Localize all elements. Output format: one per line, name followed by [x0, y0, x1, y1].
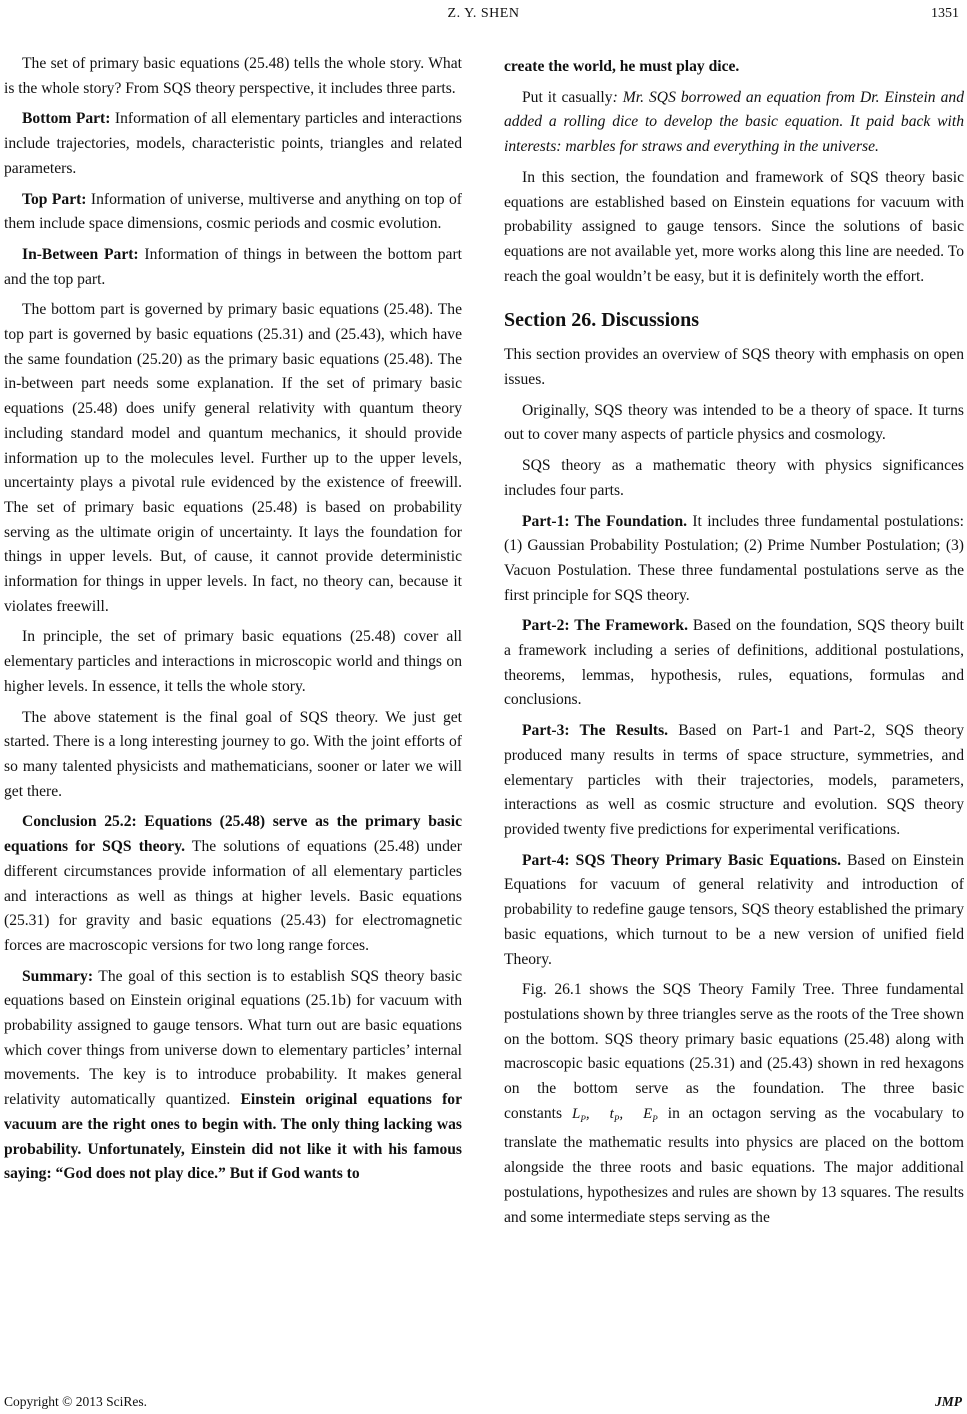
paragraph: The set of primary basic equations (25.48) tells the whole story. What is the whole story? From SQS theory perspective, it includes three parts. — [4, 55, 462, 97]
bold-label: Top Part: — [22, 190, 87, 208]
paragraph-text: The solutions of equations (25.48) under different circumstances provide information of all elementary particles and interactions as well as things at higher levels. Basic equations (25.31) for gravity and basic equations (25.43) for electromagnetic forces are macroscopic versions for two long range forces. — [4, 838, 463, 954]
page-number: 1351 — [931, 6, 959, 21]
journal-abbreviation: JMP — [935, 1394, 962, 1409]
math-symbol-tp — [610, 1106, 623, 1122]
left-column — [4, 52, 462, 1193]
symbol-separator: , — [619, 1105, 624, 1122]
paragraph-text: in an octagon serving as the vocabulary to translate the mathematic results into physics are placed on the bottom alongside the three roots and basic equations. The major additional postulations, hypothesizes and rules are shown by 13 squares. The results and some intermediate steps serving as the — [504, 1104, 964, 1226]
paragraph-text: Based on Einstein Equations for vacuum of general relativity and introduction of probability to redefine gauge tensors, SQS theory established the primary basic equations, which turnout to be a new version of unified field Theory. — [504, 851, 964, 968]
paragraph: SQS theory as a mathematic theory with physics significances includes four parts. — [504, 457, 964, 499]
paragraph-text: Fig. 26.1 shows the SQS Theory Family Tree. Three fundamental postulations shown by three triangles serve as the roots of the Tree shown on the bottom. SQS theory primary basic equations (25.48) along with macroscopic basic equations (25.31) and (25.43) shown in red hexagons on the bottom serve as the foundation. The three basic constants — [504, 981, 964, 1122]
paragraph — [504, 510, 964, 609]
paragraph: In this section, the foundation and framework of SQS theory basic equations are established based on Einstein equations for vacuum with probability assigned to gauge tensors. Since the solutions of basic equations are not available yet, more works along this line are needed. To reach the goal wouldn’t be easy, but it is definitely worth the effort. — [504, 168, 964, 285]
page-header — [0, 6, 967, 26]
paragraph — [4, 243, 462, 292]
paragraph: The above statement is the final goal of SQS theory. We just get started. There is a long interesting journey to go. With the joint efforts of so many talented physicists and mathematicians, sooner or later we will get there. — [4, 708, 462, 800]
paragraph — [504, 849, 964, 973]
paragraph-text: Information of all elementary particles and interactions include trajectories, models, characteristic points, triangles and related parameters. — [4, 110, 462, 177]
paragraph-text: Put it casually — [522, 88, 613, 106]
paragraph — [504, 719, 964, 843]
copyright-notice: Copyright © 2013 SciRes. — [4, 1394, 148, 1409]
paragraph — [504, 55, 964, 80]
italic-text: : Mr. SQS borrowed an equation from Dr. Einstein and added a rolling dice to develop the basic equation. It paid back with interests: marbles for straws and everything in the universe. — [504, 88, 964, 156]
paragraph — [504, 86, 964, 160]
bold-emphasis: Einstein original equations for vacuum are the right ones to begin with. The only thing lacking was probability. Unfortunately, Einstein did not like it with his famous saying: “God does not play dice.” But if God wants to — [4, 1091, 462, 1183]
symbol-subscript: P — [580, 1113, 586, 1124]
symbol-letter: L — [572, 1105, 581, 1122]
paragraph: Originally, SQS theory was intended to be a theory of space. It turns out to cover many aspects of particle physics and cosmology. — [504, 401, 964, 444]
paragraph-text: Based on Part-1 and Part-2, SQS theory produced many results in terms of space structure, symmetries, and elementary particles with their trajectories, models, parameters, interactions as well as cosmic structure and evolution. SQS theory provided twenty five predictions for experimental verifications. — [504, 722, 964, 838]
paragraph — [4, 965, 462, 1187]
bold-label: Part-2: The Framework. — [522, 617, 688, 635]
paragraph — [4, 188, 462, 237]
paragraph-text: Based on the foundation, SQS theory built a framework including a series of definitions, additional postulations, theorems, lemmas, hypothesis, rules, equations, formulas and conclusions. — [504, 617, 964, 709]
paragraph — [4, 810, 462, 958]
conclusion-label: Conclusion 25.2: Equations (25.48) serve as the primary basic equations for SQS theory. — [4, 813, 462, 856]
paragraph: This section provides an overview of SQS theory with emphasis on open issues. — [504, 346, 964, 389]
bold-label: Part-3: The Results. — [522, 722, 669, 740]
bold-label: Part-1: The Foundation. — [522, 512, 688, 530]
paragraph-text: It includes three fundamental postulations: (1) Gaussian Probability Postulation; (2) Prime Number Postulation; (3) Vacuon Postulation. These three fundamental postulations serve as the first principle for SQS theory. — [504, 512, 964, 604]
bold-label: Bottom Part: — [22, 110, 111, 128]
running-head-author: Z. Y. SHEN — [447, 6, 520, 21]
bold-emphasis: create the world, he must play dice. — [504, 58, 740, 75]
bold-label: Summary: — [22, 967, 94, 985]
paragraph: The bottom part is governed by primary basic equations (25.48). The top part is governed by basic equations (25.31) and (25.43), which have the same foundation (25.20) as the primary basic equations (25.48). The in-between part needs some explanation. If the set of primary basic equations (25.48) does unify general relativity with quantum theory including standard model and quantum mechanics, it should provide information up to the molecules level. Further up to the upper levels, uncertainty plays a pivotal rule evidenced by the existence of freewill. The set of primary basic equations (25.48) is based on probability serving as the ultimate origin of uncertainty. It lays the foundation for things in upper levels. But, of cause, it cannot provide deterministic information for things in upper levels. In fact, no theory can, because it violates freewill. — [4, 301, 462, 615]
paragraph — [4, 107, 462, 181]
paragraph — [504, 978, 964, 1230]
bold-label: Part-4: SQS Theory Primary Basic Equations. — [522, 851, 841, 869]
paragraph-text: Information of things in between the bottom part and the top part. — [4, 245, 462, 288]
paragraph-text: Information of universe, multiverse and anything on top of them include space dimensions, cosmic periods and cosmic evolution. — [4, 190, 462, 233]
symbol-letter: t — [609, 1105, 614, 1122]
symbol-letter: E — [643, 1105, 653, 1122]
paragraph-text: The goal of this section is to establish SQS theory basic equations based on Einstein original equations (25.1b) for vacuum with probability assigned to gauge tensors. What turn out are basic equations which cover things from universe down to elementary particles’ internal movements. The key is to introduce probability. It makes general relativity automatically quantized. — [4, 967, 462, 1109]
math-symbol-ep — [643, 1106, 658, 1122]
paragraph: In principle, the set of primary basic equations (25.48) cover all elementary particles and interactions in microscopic world and things on higher levels. In essence, it tells the whole story. — [4, 628, 462, 695]
symbol-separator: , — [585, 1105, 590, 1122]
symbol-subscript: P — [652, 1113, 658, 1124]
math-symbol-lp — [572, 1106, 590, 1122]
section-heading: Section 26. Discussions — [504, 309, 700, 332]
paragraph — [504, 614, 964, 713]
right-column — [504, 55, 964, 1236]
bold-label: In-Between Part: — [22, 245, 139, 263]
symbol-subscript: P — [613, 1113, 620, 1124]
